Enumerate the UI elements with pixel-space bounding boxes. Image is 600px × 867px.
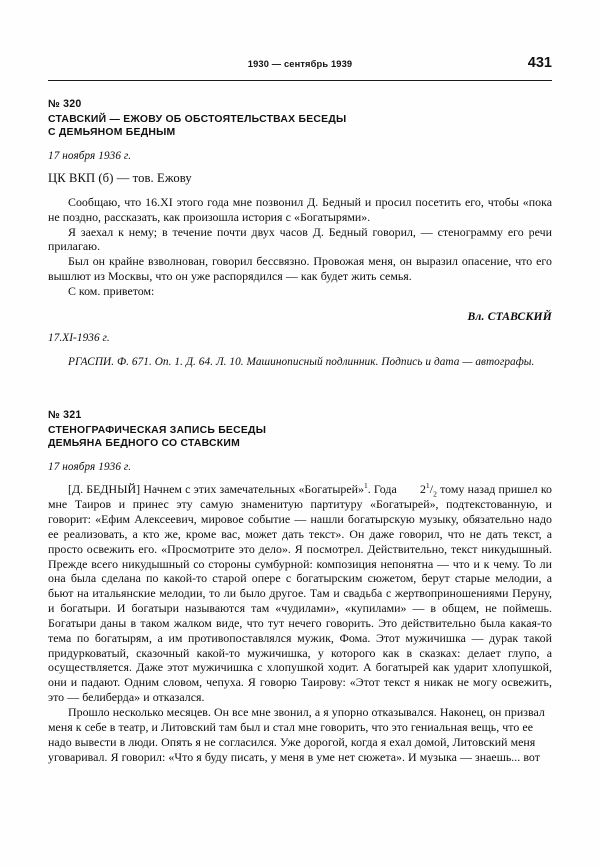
document-title-line: СТАВСКИЙ — ЕЖОВУ ОБ ОБСТОЯТЕЛЬСТВАХ БЕСЕДЫ bbox=[48, 113, 347, 125]
document-date: 17 ноября 1936 г. bbox=[48, 149, 132, 162]
mixed-fraction: $2^1/_2$ bbox=[419, 481, 437, 499]
body-paragraph: Я заехал к нему; в течение почти двух часов Д. Бедный говорил, — стенограмму его речи прилагаю. bbox=[48, 224, 552, 254]
running-head bbox=[48, 55, 552, 81]
document-title bbox=[48, 424, 552, 450]
body-paragraph: Был он крайне взволнован, говорил бессвязно. Провожая меня, он выразил опасение, что его вышлют из Москвы, что он уже распорядился — как будет жить семья. bbox=[48, 254, 552, 284]
document-title bbox=[48, 113, 552, 139]
closing-line: С ком. приветом: bbox=[68, 283, 155, 298]
page-number: 431 bbox=[527, 55, 552, 71]
paragraph-text: Начнем с этих замечательных «Богатырей» bbox=[143, 482, 364, 497]
fraction-denominator: 2 bbox=[433, 489, 437, 499]
body-paragraph-opening bbox=[48, 482, 552, 705]
document-date-bottom: 17.XI-1936 г. bbox=[48, 331, 110, 344]
document-date: 17 ноября 1936 г. bbox=[48, 461, 132, 474]
document-320 bbox=[48, 98, 552, 369]
fraction-numerator: 1 bbox=[425, 481, 430, 491]
document-number: № 321 bbox=[48, 409, 82, 422]
paragraph-text: тому назад пришел ко мне Таиров и принес эту самую знаменитую партитуру «Богатырей», подтекстованную, и говорит: «Ефим Алексеевич, мировое событие — нашли богатырскую музыку, обязательно надо ее реализовать, а кто же, кроме вас, может дать текст». Он даже говорил, что не дать текст, а просто освежить его. «Просмотрите это дело». Я посмотрел. Действительно, текст никудышный. Прежде всего никудышный со стороны сумбурной: композиция непонятна — что и к чему. То ли она была сделана по какой-то старой опере с богатырским сюжетом, берут старые мелодии, а бьют на итальянские мелодии, то ли было другое. Там и свадьба с жертвоприношениями Перуну, и богатыри. И богатыри называются там «чудилами», «купилами» — в общем, не поймешь. Богатыри даны в таком жалком виде, что тут нечего говорить. Это действительно была какая-то тема по богатырям, а им противопоставлялся мужик, Фома. Этот мужичишка — дурак такой придурковатый, сказочный какой-то мужичишка, у которого как в сказках: делает глупо, а осуществляется. Даже этот мужичишка с хлопушкой ходит. А богатырей как ударит хлопушкой, они и падают. Одним словом, чепуха. Я говорю Таирову: «Этот текст я никак не могу освежить, это — белиберда» и отказался. bbox=[48, 482, 552, 705]
fraction-whole: 2 bbox=[419, 482, 426, 497]
document-title-line: С ДЕМЬЯНОМ БЕДНЫМ bbox=[48, 126, 176, 138]
document-addressee: ЦК ВКП (б) — тов. Ежову bbox=[48, 170, 192, 185]
document-title-line: СТЕНОГРАФИЧЕСКАЯ ЗАПИСЬ БЕСЕДЫ bbox=[48, 424, 267, 436]
section-separator bbox=[48, 369, 552, 409]
signature: Вл. СТАВСКИЙ bbox=[467, 309, 552, 323]
speaker-label: [Д. БЕДНЫЙ] bbox=[68, 482, 144, 497]
document-title-line: ДЕМЬЯНА БЕДНОГО СО СТАВСКИМ bbox=[48, 438, 241, 450]
running-head-title: 1930 — сентябрь 1939 bbox=[247, 59, 353, 69]
body-paragraph: Прошло несколько месяцев. Он все мне звонил, а я упорно отказывался. Наконец, он призвал меня к себе в театр, и Литовский там был и стал мне говорить, что это гениальная вещь, что ее надо вывести в люди. Опять я не согласился. Уже дорогой, когда я ехал домой, Литовский меня уговаривал. Я говорил: «Что я буду писать, у меня в уме нет сюжета». И музыка — знаешь... вот bbox=[48, 704, 545, 764]
document-321 bbox=[48, 409, 552, 764]
paragraph-text: . Года bbox=[367, 482, 400, 497]
footnote-marker: 1 bbox=[363, 481, 368, 491]
archival-citation: РГАСПИ. Ф. 671. Оп. 1. Д. 64. Л. 10. Машинописный подлинник. Подпись и дата — автографы. bbox=[68, 355, 535, 368]
document-number: № 320 bbox=[48, 98, 82, 110]
page-content bbox=[48, 55, 552, 764]
body-paragraph: Сообщаю, что 16.XI этого года мне позвонил Д. Бедный и просил посетить его, чтобы «пока не поздно, рассказать, как произошла история с «Богатырями». bbox=[48, 194, 552, 224]
